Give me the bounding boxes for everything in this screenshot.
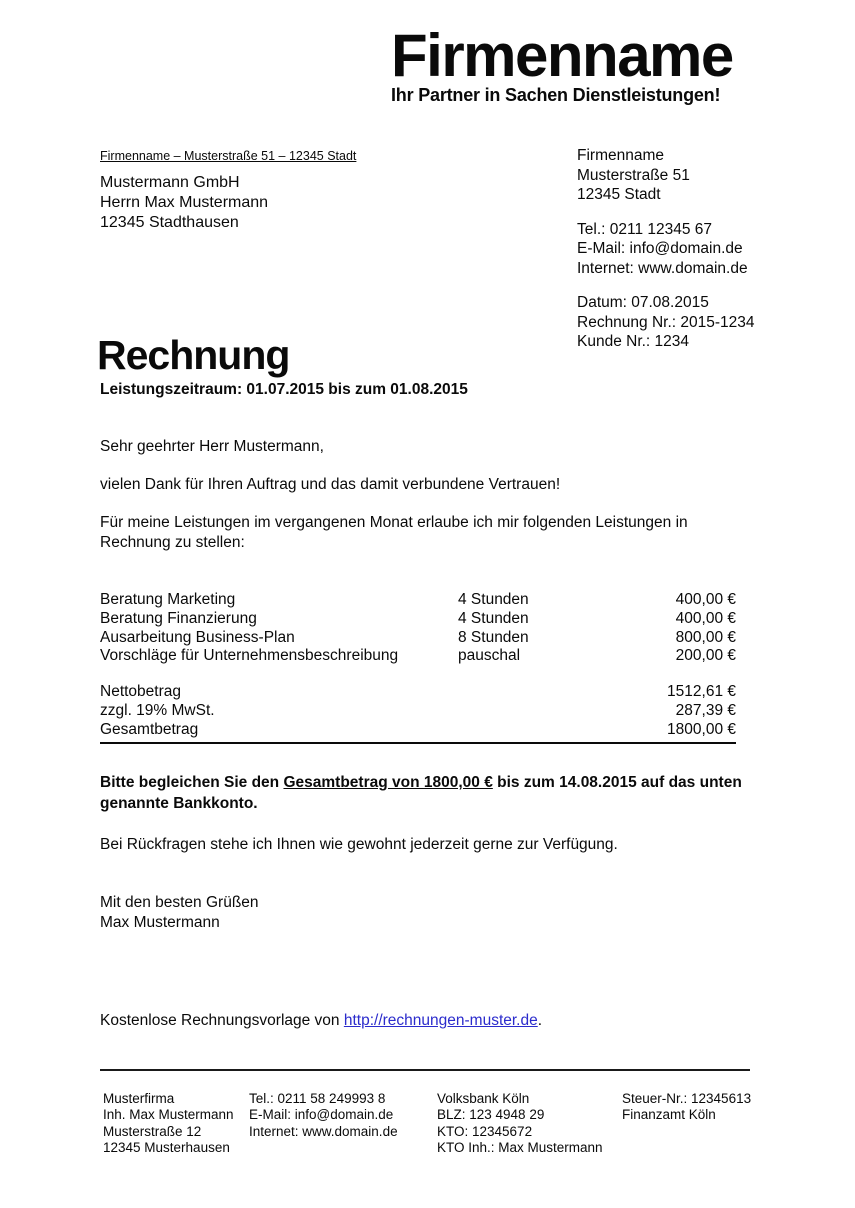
issuer-city: 12345 Stadt bbox=[577, 186, 661, 203]
recipient-company: Mustermann GmbH bbox=[100, 174, 240, 191]
item-quantity: 4 Stunden bbox=[458, 591, 529, 608]
footer-phone: Tel.: 0211 58 249993 8 bbox=[249, 1091, 386, 1106]
footer-tax-number: Steuer-Nr.: 12345613 bbox=[622, 1091, 752, 1106]
footer-owner: Inh. Max Mustermann bbox=[103, 1107, 234, 1123]
footer-divider-line bbox=[100, 1069, 750, 1071]
grand-total-row bbox=[100, 720, 736, 743]
issuer-info-block bbox=[577, 146, 755, 367]
item-description: Vorschläge für Unternehmensbeschreibung bbox=[100, 647, 399, 665]
table-row bbox=[100, 591, 736, 610]
recipient-name: Herrn Max Mustermann bbox=[100, 194, 269, 211]
item-amount: 800,00 € bbox=[675, 628, 736, 646]
payment-instruction-after: bis zum 14.08.2015 auf das unten genannte Bankkonto. bbox=[100, 774, 742, 812]
logo-tagline: Ihr Partner in Sachen Dienstleistungen! bbox=[391, 85, 721, 105]
footer-street: Musterstraße 12 bbox=[103, 1123, 202, 1139]
table-row bbox=[100, 610, 736, 629]
issuer-website: Internet: www.domain.de bbox=[577, 259, 748, 277]
footer-contact-column bbox=[249, 1091, 398, 1140]
company-logo bbox=[391, 22, 771, 106]
invoice-date: Datum: 07.08.2015 bbox=[577, 294, 709, 311]
footer-bank-holder: KTO Inh.: Max Mustermann bbox=[437, 1140, 603, 1156]
vat-row bbox=[100, 701, 736, 720]
footer-company-name: Musterfirma bbox=[103, 1091, 175, 1106]
payment-instruction-before: Bitte begleichen Sie den bbox=[100, 774, 284, 791]
net-total-label: Nettobetrag bbox=[100, 683, 181, 700]
grand-total-label: Gesamtbetrag bbox=[100, 721, 199, 739]
item-quantity: 4 Stunden bbox=[458, 609, 529, 627]
page-title: Rechnung bbox=[97, 332, 290, 378]
thanks-line: vielen Dank für Ihren Auftrag und das damit verbundene Vertrauen! bbox=[100, 476, 561, 493]
logo-company-name: Firmenname bbox=[391, 22, 733, 89]
availability-note: Bei Rückfragen stehe ich Ihnen wie gewohnt jederzeit gerne zur Verfügung. bbox=[100, 836, 618, 853]
table-row bbox=[100, 647, 736, 666]
closing-block bbox=[100, 893, 259, 933]
table-row bbox=[100, 629, 736, 648]
service-period: Leistungszeitraum: 01.07.2015 bis zum 01.08.2015 bbox=[100, 381, 468, 398]
issuer-email: E-Mail: info@domain.de bbox=[577, 240, 743, 257]
item-amount: 400,00 € bbox=[675, 591, 736, 608]
customer-number: Kunde Nr.: 1234 bbox=[577, 333, 690, 350]
payment-instruction-emphasis: Gesamtbetrag von 1800,00 € bbox=[283, 774, 493, 791]
item-amount: 400,00 € bbox=[675, 609, 736, 627]
grand-total-amount: 1800,00 € bbox=[667, 721, 736, 739]
net-total-row bbox=[100, 682, 736, 701]
footer-tax-office: Finanzamt Köln bbox=[622, 1107, 716, 1123]
footer-city: 12345 Musterhausen bbox=[103, 1140, 230, 1156]
issuer-contact bbox=[577, 220, 755, 279]
footer-company-column bbox=[103, 1091, 234, 1157]
issuer-street: Musterstraße 51 bbox=[577, 166, 690, 184]
template-source-link[interactable]: http://rechnungen-muster.de bbox=[343, 1012, 538, 1029]
footer-website: Internet: www.domain.de bbox=[249, 1123, 398, 1139]
item-quantity: 8 Stunden bbox=[458, 628, 529, 646]
totals-block bbox=[100, 682, 736, 744]
template-source-note bbox=[100, 1012, 542, 1030]
intro-paragraph: Für meine Leistungen im vergangenen Monat erlaube ich mir folgenden Leistungen in Rechnung zu stellen: bbox=[100, 514, 688, 551]
item-description: Beratung Finanzierung bbox=[100, 609, 257, 627]
payment-instruction bbox=[100, 772, 748, 814]
vat-amount: 287,39 € bbox=[675, 702, 736, 720]
issuer-company: Firmenname bbox=[577, 147, 664, 164]
sender-return-address: Firmenname – Musterstraße 51 – 12345 Stadt bbox=[100, 149, 357, 163]
vat-label: zzgl. 19% MwSt. bbox=[100, 702, 215, 720]
source-note-prefix: Kostenlose Rechnungsvorlage von bbox=[100, 1012, 344, 1029]
item-description: Beratung Marketing bbox=[100, 591, 236, 608]
invoice-number: Rechnung Nr.: 2015-1234 bbox=[577, 313, 755, 331]
footer-bank-blz: BLZ: 123 4948 29 bbox=[437, 1107, 545, 1123]
net-total-amount: 1512,61 € bbox=[667, 683, 736, 700]
closing-greeting: Mit den besten Grüßen bbox=[100, 894, 259, 911]
line-items-table bbox=[100, 591, 736, 666]
closing-signature-name: Max Mustermann bbox=[100, 914, 220, 931]
footer-email: E-Mail: info@domain.de bbox=[249, 1107, 394, 1123]
footer-bank-column bbox=[437, 1091, 603, 1157]
footer-bank-name: Volksbank Köln bbox=[437, 1091, 530, 1106]
source-note-suffix: . bbox=[537, 1012, 543, 1029]
item-description: Ausarbeitung Business-Plan bbox=[100, 628, 295, 646]
recipient-address-block bbox=[100, 173, 268, 233]
footer-tax-column bbox=[622, 1091, 751, 1124]
recipient-city: 12345 Stadthausen bbox=[100, 214, 239, 231]
issuer-phone: Tel.: 0211 12345 67 bbox=[577, 220, 713, 238]
salutation: Sehr geehrter Herr Mustermann, bbox=[100, 438, 324, 455]
issuer-address bbox=[577, 146, 755, 205]
invoice-meta bbox=[577, 293, 755, 352]
footer-bank-account: KTO: 12345672 bbox=[437, 1123, 533, 1139]
item-amount: 200,00 € bbox=[675, 647, 736, 665]
item-quantity: pauschal bbox=[458, 647, 521, 665]
